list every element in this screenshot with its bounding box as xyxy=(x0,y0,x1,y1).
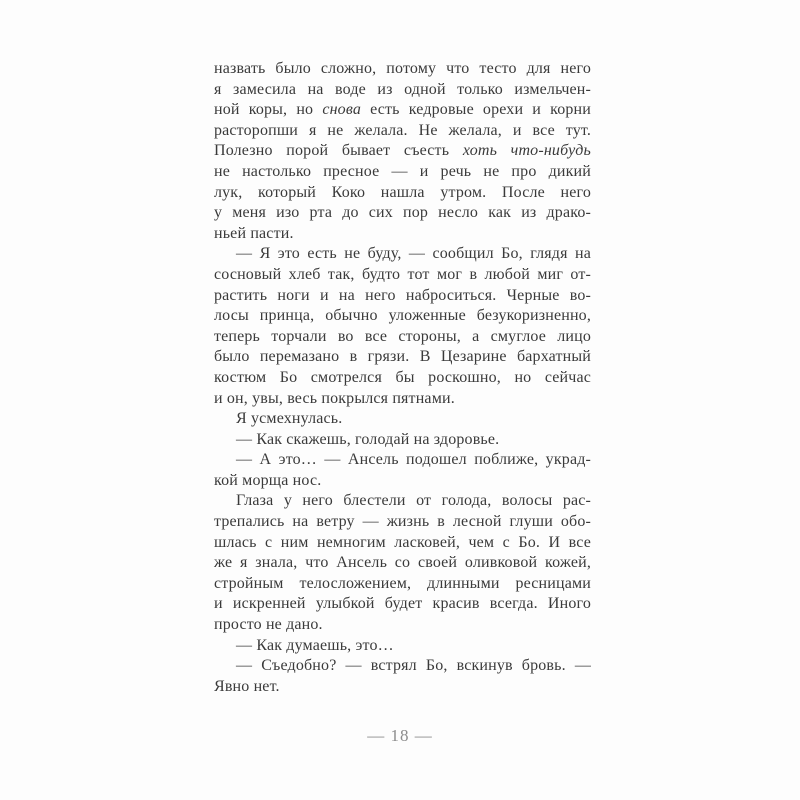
text-line: — Как думаешь, это… xyxy=(236,636,394,654)
text-line: кой морща нос. xyxy=(214,471,322,489)
text-line: ной коры, но снова есть кедровые орехи и корни xyxy=(214,101,591,119)
text-line: просто не дано. xyxy=(214,616,323,634)
page-text xyxy=(214,59,591,697)
text-line: костюм Бо смотрелся бы роскошно, но сейчас xyxy=(214,368,591,386)
text-line: — Я это есть не буду, — сообщил Бо, глядя на xyxy=(236,245,591,263)
text-line: сосновый хлеб так, будто тот мог в любой миг от- xyxy=(214,265,591,283)
text-line: растить ноги и на него наброситься. Черные во- xyxy=(214,286,591,304)
text-line: и он, увы, весь покрылся пятнами. xyxy=(214,389,455,407)
text-line: назвать было сложно, потому что тесто для него xyxy=(214,60,591,77)
text-line: и искренней улыбкой будет красив всегда. Иного xyxy=(214,595,591,613)
page-number: — 18 — xyxy=(367,726,433,745)
text-line: теперь торчали во все стороны, а смуглое лицо xyxy=(214,327,591,345)
text-line: я замесила на воде из одной только измельчен- xyxy=(214,80,591,98)
text-line: — Как скажешь, голодай на здоровье. xyxy=(236,430,500,448)
text-line: лук, который Коко нашла утром. После него xyxy=(214,183,591,201)
text-line: же я знала, что Ансель со своей оливковой кожей, xyxy=(214,554,591,572)
text-line: ньей пасти. xyxy=(214,224,294,242)
text-line: расторопши я не желала. Не желала, и все тут. xyxy=(214,121,591,139)
text-line: стройным телосложением, длинными ресницами xyxy=(214,574,591,592)
text-line: Полезно порой бывает съесть хоть что-нибудь xyxy=(214,142,591,160)
text-line: не настолько пресное — и речь не про дикий xyxy=(214,162,591,180)
text-line: было перемазано в грязи. В Цезарине бархатный xyxy=(214,348,591,366)
text-line: лосы принца, обычно уложенные безукоризненно, xyxy=(214,307,591,325)
text-line: трепались на ветру — жизнь в лесной глуши обо- xyxy=(214,513,591,531)
text-line: Я усмехнулась. xyxy=(236,410,343,428)
text-line: — А это… — Ансель подошел поближе, украд- xyxy=(236,451,591,469)
text-line: Явно нет. xyxy=(214,677,280,695)
text-line: у меня изо рта до сих пор несло как из драко- xyxy=(214,204,591,222)
text-line: Глаза у него блестели от голода, волосы рас- xyxy=(236,492,591,510)
text-line: шлась с ним немногим ласковей, чем с Бо. И все xyxy=(214,533,591,551)
text-line: — Съедобно? — встрял Бо, вскинув бровь. — xyxy=(236,657,591,675)
